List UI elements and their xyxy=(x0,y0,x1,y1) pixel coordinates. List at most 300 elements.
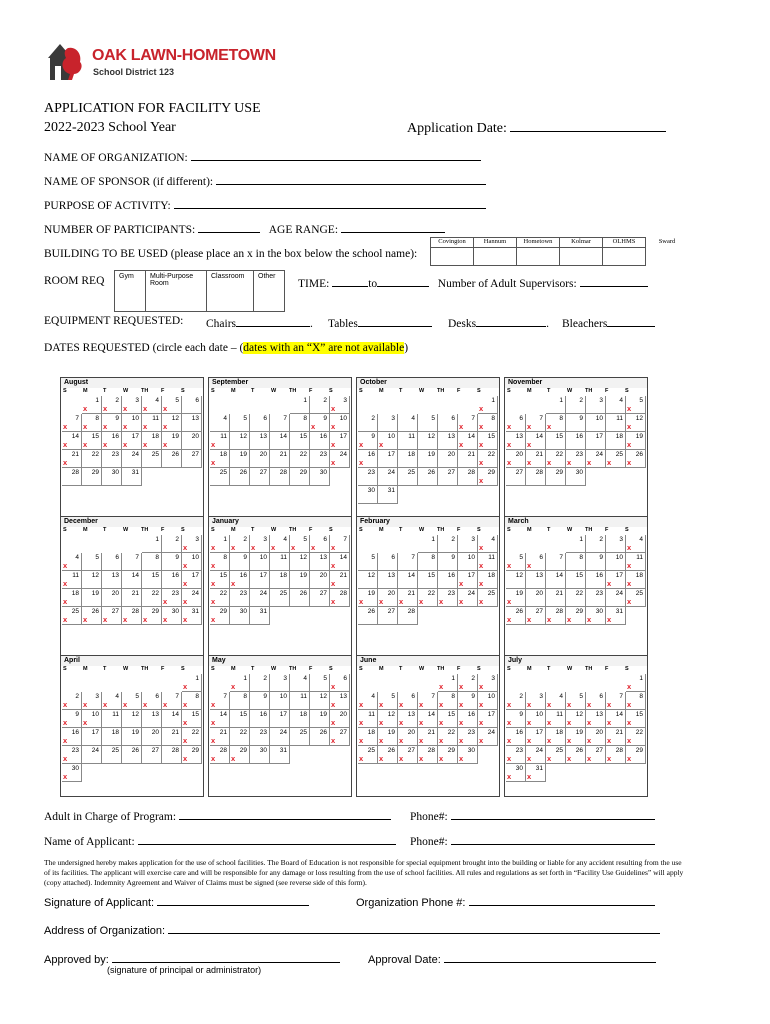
calendar-day[interactable] xyxy=(566,468,586,486)
calendar-day[interactable] xyxy=(438,432,458,450)
calendar-day[interactable] xyxy=(606,607,626,625)
purpose-field[interactable] xyxy=(44,197,486,212)
school-checkbox[interactable] xyxy=(560,248,603,266)
calendar-day[interactable] xyxy=(270,728,290,746)
calendar-day[interactable] xyxy=(586,710,606,728)
calendar-day[interactable] xyxy=(102,414,122,432)
calendar-day[interactable] xyxy=(142,746,162,764)
calendar-day[interactable] xyxy=(358,728,378,746)
calendar-day[interactable] xyxy=(606,414,626,432)
calendar-day[interactable] xyxy=(142,728,162,746)
calendar-day[interactable] xyxy=(526,432,546,450)
calendar-day[interactable] xyxy=(458,674,478,692)
equipment-desks[interactable]: Desks . xyxy=(448,315,549,330)
calendar-day[interactable] xyxy=(378,710,398,728)
calendar-day[interactable] xyxy=(358,746,378,764)
calendar-day[interactable] xyxy=(122,746,142,764)
calendar-day[interactable] xyxy=(122,589,142,607)
calendar-day[interactable] xyxy=(122,396,142,414)
calendar-day[interactable] xyxy=(102,450,122,468)
calendar-day[interactable] xyxy=(606,728,626,746)
calendar-day[interactable] xyxy=(162,710,182,728)
calendar-day[interactable] xyxy=(82,432,102,450)
adult-in-charge-line[interactable] xyxy=(179,808,391,820)
calendar-day[interactable] xyxy=(626,396,646,414)
calendar-day[interactable] xyxy=(182,710,202,728)
equipment-chairs[interactable]: Chairs . xyxy=(206,315,313,330)
calendar-day[interactable] xyxy=(378,432,398,450)
calendar-day[interactable] xyxy=(82,571,102,589)
school-checkbox[interactable] xyxy=(603,248,646,266)
calendar-day[interactable] xyxy=(626,535,646,553)
calendar-day[interactable] xyxy=(82,607,102,625)
calendar-day[interactable] xyxy=(142,571,162,589)
calendar-day[interactable] xyxy=(526,728,546,746)
calendar-day[interactable] xyxy=(358,450,378,468)
calendar-day[interactable] xyxy=(458,728,478,746)
calendar-day[interactable] xyxy=(478,728,498,746)
calendar-day[interactable] xyxy=(586,589,606,607)
calendar-day[interactable] xyxy=(546,728,566,746)
calendar-day[interactable] xyxy=(142,396,162,414)
calendar-day[interactable] xyxy=(102,396,122,414)
calendar-day[interactable] xyxy=(230,607,250,625)
calendar-day[interactable] xyxy=(230,535,250,553)
calendar-day[interactable] xyxy=(358,414,378,432)
calendar-day[interactable] xyxy=(330,710,350,728)
calendar-day[interactable] xyxy=(62,468,82,486)
organization-field[interactable] xyxy=(44,149,481,164)
calendar-day[interactable] xyxy=(526,589,546,607)
approval-date-line[interactable] xyxy=(444,951,656,963)
calendar-day[interactable] xyxy=(142,450,162,468)
calendar-day[interactable] xyxy=(526,414,546,432)
calendar-day[interactable] xyxy=(566,396,586,414)
calendar-day[interactable] xyxy=(378,571,398,589)
calendar-day[interactable] xyxy=(606,589,626,607)
calendar-day[interactable] xyxy=(270,535,290,553)
calendar-day[interactable] xyxy=(506,728,526,746)
calendar-day[interactable] xyxy=(250,589,270,607)
calendar-day[interactable] xyxy=(546,553,566,571)
calendar-day[interactable] xyxy=(210,553,230,571)
calendar-day[interactable] xyxy=(62,764,82,782)
purpose-line[interactable] xyxy=(174,197,486,209)
calendar-day[interactable] xyxy=(182,535,202,553)
chairs-line[interactable] xyxy=(236,315,310,327)
calendar-day[interactable] xyxy=(250,746,270,764)
school-checkbox[interactable] xyxy=(474,248,517,266)
calendar-day[interactable] xyxy=(378,450,398,468)
calendar-day[interactable] xyxy=(606,710,626,728)
calendar-day[interactable] xyxy=(250,710,270,728)
calendar-day[interactable] xyxy=(438,571,458,589)
calendar-day[interactable] xyxy=(458,571,478,589)
calendar-day[interactable] xyxy=(478,692,498,710)
calendar-day[interactable] xyxy=(626,692,646,710)
calendar-day[interactable] xyxy=(546,432,566,450)
application-date-line[interactable] xyxy=(510,120,666,132)
calendar-day[interactable] xyxy=(378,468,398,486)
calendar-day[interactable] xyxy=(418,432,438,450)
calendar-day[interactable] xyxy=(438,414,458,432)
calendar-day[interactable] xyxy=(210,607,230,625)
calendar-day[interactable] xyxy=(250,535,270,553)
calendar-day[interactable] xyxy=(358,692,378,710)
calendar-day[interactable] xyxy=(162,535,182,553)
calendar-day[interactable] xyxy=(230,692,250,710)
calendar-day[interactable] xyxy=(270,674,290,692)
calendar-day[interactable] xyxy=(122,710,142,728)
calendar-day[interactable] xyxy=(82,468,102,486)
org-phone-field[interactable] xyxy=(356,894,655,909)
calendar-day[interactable] xyxy=(62,607,82,625)
calendar-day[interactable] xyxy=(230,571,250,589)
calendar-day[interactable] xyxy=(102,607,122,625)
calendar-day[interactable] xyxy=(162,692,182,710)
calendar-day[interactable] xyxy=(526,746,546,764)
calendar-day[interactable] xyxy=(358,553,378,571)
calendar-day[interactable] xyxy=(182,674,202,692)
calendar-day[interactable] xyxy=(290,710,310,728)
tables-line[interactable] xyxy=(358,315,432,327)
calendar-day[interactable] xyxy=(182,432,202,450)
calendar-day[interactable] xyxy=(506,450,526,468)
calendar-day[interactable] xyxy=(250,468,270,486)
calendar-day[interactable] xyxy=(478,535,498,553)
calendar-day[interactable] xyxy=(418,746,438,764)
applicant-name-line[interactable] xyxy=(138,833,396,845)
adult-in-charge-field[interactable] xyxy=(44,808,391,823)
calendar-day[interactable] xyxy=(310,728,330,746)
calendar-day[interactable] xyxy=(82,710,102,728)
calendar-day[interactable] xyxy=(458,432,478,450)
calendar-day[interactable] xyxy=(250,432,270,450)
calendar-day[interactable] xyxy=(566,450,586,468)
calendar-day[interactable] xyxy=(566,535,586,553)
calendar-day[interactable] xyxy=(62,710,82,728)
calendar-day[interactable] xyxy=(566,414,586,432)
calendar-day[interactable] xyxy=(330,728,350,746)
calendar-day[interactable] xyxy=(526,468,546,486)
calendar-day[interactable] xyxy=(566,553,586,571)
calendar-day[interactable] xyxy=(566,607,586,625)
calendar-day[interactable] xyxy=(122,414,142,432)
calendar-day[interactable] xyxy=(210,746,230,764)
time-start-line[interactable] xyxy=(332,275,368,287)
calendar-day[interactable] xyxy=(586,450,606,468)
calendar-day[interactable] xyxy=(398,450,418,468)
calendar-day[interactable] xyxy=(82,589,102,607)
calendar-day[interactable] xyxy=(438,710,458,728)
calendar-day[interactable] xyxy=(290,432,310,450)
calendar-day[interactable] xyxy=(270,589,290,607)
calendar-day[interactable] xyxy=(378,746,398,764)
calendar-day[interactable] xyxy=(330,692,350,710)
calendar-day[interactable] xyxy=(566,710,586,728)
calendar-day[interactable] xyxy=(626,553,646,571)
calendar-day[interactable] xyxy=(310,396,330,414)
calendar-day[interactable] xyxy=(210,432,230,450)
phone2-line[interactable] xyxy=(451,833,655,845)
calendar-day[interactable] xyxy=(122,571,142,589)
calendar-day[interactable] xyxy=(546,589,566,607)
calendar-day[interactable] xyxy=(526,450,546,468)
calendar-day[interactable] xyxy=(82,728,102,746)
calendar-day[interactable] xyxy=(290,571,310,589)
calendar-day[interactable] xyxy=(162,571,182,589)
calendar-day[interactable] xyxy=(418,692,438,710)
phone-field[interactable] xyxy=(410,808,655,823)
calendar-day[interactable] xyxy=(606,692,626,710)
calendar-day[interactable] xyxy=(378,486,398,504)
org-phone-line[interactable] xyxy=(469,894,655,906)
calendar-day[interactable] xyxy=(102,746,122,764)
bleachers-line[interactable] xyxy=(607,315,655,327)
calendar-day[interactable] xyxy=(378,728,398,746)
calendar-day[interactable] xyxy=(378,414,398,432)
calendar-day[interactable] xyxy=(546,468,566,486)
calendar-day[interactable] xyxy=(210,692,230,710)
calendar-day[interactable] xyxy=(310,468,330,486)
calendar-day[interactable] xyxy=(398,589,418,607)
calendar-day[interactable] xyxy=(546,710,566,728)
calendar-day[interactable] xyxy=(210,571,230,589)
calendar-day[interactable] xyxy=(478,710,498,728)
calendar-day[interactable] xyxy=(162,396,182,414)
calendar-day[interactable] xyxy=(626,432,646,450)
room-option-other[interactable]: Other xyxy=(254,271,285,312)
calendar-day[interactable] xyxy=(438,468,458,486)
calendar-day[interactable] xyxy=(546,607,566,625)
calendar-day[interactable] xyxy=(586,414,606,432)
participants-line[interactable] xyxy=(198,221,260,233)
calendar-day[interactable] xyxy=(546,414,566,432)
calendar-day[interactable] xyxy=(566,692,586,710)
calendar-day[interactable] xyxy=(290,692,310,710)
calendar-day[interactable] xyxy=(122,553,142,571)
calendar-day[interactable] xyxy=(230,728,250,746)
calendar-day[interactable] xyxy=(250,450,270,468)
desks-line[interactable] xyxy=(476,315,546,327)
calendar-day[interactable] xyxy=(330,535,350,553)
calendar-day[interactable] xyxy=(626,728,646,746)
calendar-day[interactable] xyxy=(290,589,310,607)
calendar-day[interactable] xyxy=(418,468,438,486)
calendar-day[interactable] xyxy=(418,710,438,728)
room-option-classroom[interactable]: Classroom xyxy=(207,271,254,312)
calendar-day[interactable] xyxy=(506,764,526,782)
calendar-day[interactable] xyxy=(210,728,230,746)
calendar-day[interactable] xyxy=(230,553,250,571)
calendar-day[interactable] xyxy=(506,710,526,728)
calendar-day[interactable] xyxy=(290,414,310,432)
calendar-day[interactable] xyxy=(458,710,478,728)
calendar-day[interactable] xyxy=(478,589,498,607)
calendar-day[interactable] xyxy=(586,692,606,710)
calendar-day[interactable] xyxy=(230,450,250,468)
calendar-day[interactable] xyxy=(438,589,458,607)
calendar-day[interactable] xyxy=(478,432,498,450)
calendar-day[interactable] xyxy=(182,571,202,589)
calendar-day[interactable] xyxy=(270,414,290,432)
calendar-day[interactable] xyxy=(82,746,102,764)
calendar-day[interactable] xyxy=(182,746,202,764)
phone2-field[interactable] xyxy=(410,833,655,848)
calendar-day[interactable] xyxy=(122,450,142,468)
time-field[interactable] xyxy=(298,275,648,290)
calendar-day[interactable] xyxy=(290,674,310,692)
calendar-day[interactable] xyxy=(230,746,250,764)
calendar-day[interactable] xyxy=(62,589,82,607)
calendar-day[interactable] xyxy=(506,553,526,571)
calendar-day[interactable] xyxy=(102,432,122,450)
calendar-day[interactable] xyxy=(62,553,82,571)
calendar-day[interactable] xyxy=(478,450,498,468)
calendar-day[interactable] xyxy=(82,692,102,710)
calendar-day[interactable] xyxy=(330,674,350,692)
calendar-day[interactable] xyxy=(62,432,82,450)
calendar-day[interactable] xyxy=(586,432,606,450)
calendar-day[interactable] xyxy=(478,468,498,486)
calendar-day[interactable] xyxy=(566,746,586,764)
calendar-day[interactable] xyxy=(162,728,182,746)
calendar-day[interactable] xyxy=(378,589,398,607)
approved-by-field[interactable] xyxy=(44,951,340,966)
calendar-day[interactable] xyxy=(182,728,202,746)
calendar-day[interactable] xyxy=(62,450,82,468)
calendar-day[interactable] xyxy=(330,589,350,607)
calendar-day[interactable] xyxy=(378,692,398,710)
calendar-day[interactable] xyxy=(230,589,250,607)
calendar-day[interactable] xyxy=(626,674,646,692)
application-date-field[interactable] xyxy=(407,120,666,137)
calendar-day[interactable] xyxy=(418,571,438,589)
calendar-day[interactable] xyxy=(378,553,398,571)
calendar-day[interactable] xyxy=(606,746,626,764)
calendar-day[interactable] xyxy=(626,589,646,607)
calendar-day[interactable] xyxy=(62,728,82,746)
calendar-day[interactable] xyxy=(310,432,330,450)
calendar-day[interactable] xyxy=(586,607,606,625)
calendar-day[interactable] xyxy=(142,535,162,553)
calendar-day[interactable] xyxy=(210,710,230,728)
calendar-day[interactable] xyxy=(626,710,646,728)
calendar-day[interactable] xyxy=(102,692,122,710)
calendar-day[interactable] xyxy=(418,450,438,468)
equipment-bleachers[interactable] xyxy=(562,315,655,330)
calendar-day[interactable] xyxy=(182,450,202,468)
calendar-day[interactable] xyxy=(586,553,606,571)
calendar-day[interactable] xyxy=(102,571,122,589)
calendar-day[interactable] xyxy=(330,571,350,589)
phone-line[interactable] xyxy=(451,808,655,820)
calendar-day[interactable] xyxy=(418,728,438,746)
calendar-day[interactable] xyxy=(122,432,142,450)
calendar-day[interactable] xyxy=(458,692,478,710)
calendar-day[interactable] xyxy=(606,432,626,450)
calendar-day[interactable] xyxy=(438,728,458,746)
equipment-tables[interactable] xyxy=(328,315,432,330)
calendar-day[interactable] xyxy=(606,535,626,553)
school-checkbox[interactable] xyxy=(517,248,560,266)
calendar-day[interactable] xyxy=(526,710,546,728)
calendar-day[interactable] xyxy=(210,414,230,432)
applicant-name-field[interactable] xyxy=(44,833,396,848)
calendar-day[interactable] xyxy=(230,710,250,728)
age-range-line[interactable] xyxy=(341,221,445,233)
calendar-day[interactable] xyxy=(230,468,250,486)
calendar-day[interactable] xyxy=(398,746,418,764)
calendar-day[interactable] xyxy=(142,607,162,625)
calendar-day[interactable] xyxy=(438,674,458,692)
calendar-day[interactable] xyxy=(330,414,350,432)
time-end-line[interactable] xyxy=(377,275,429,287)
calendar-day[interactable] xyxy=(438,450,458,468)
calendar-day[interactable] xyxy=(398,728,418,746)
calendar-day[interactable] xyxy=(526,607,546,625)
calendar-day[interactable] xyxy=(586,728,606,746)
calendar-day[interactable] xyxy=(250,553,270,571)
calendar-day[interactable] xyxy=(182,607,202,625)
calendar-day[interactable] xyxy=(162,589,182,607)
participants-field[interactable] xyxy=(44,221,445,236)
approval-date-field[interactable] xyxy=(368,951,656,966)
calendar-day[interactable] xyxy=(310,414,330,432)
calendar-day[interactable] xyxy=(526,764,546,782)
calendar-day[interactable] xyxy=(506,607,526,625)
calendar-day[interactable] xyxy=(250,571,270,589)
calendar-day[interactable] xyxy=(526,553,546,571)
calendar-day[interactable] xyxy=(398,692,418,710)
calendar-day[interactable] xyxy=(270,710,290,728)
calendar-day[interactable] xyxy=(250,692,270,710)
calendar-day[interactable] xyxy=(142,710,162,728)
calendar-day[interactable] xyxy=(586,535,606,553)
calendar-day[interactable] xyxy=(438,535,458,553)
sponsor-field[interactable] xyxy=(44,173,486,188)
calendar-day[interactable] xyxy=(398,432,418,450)
calendar-day[interactable] xyxy=(62,746,82,764)
calendar-day[interactable] xyxy=(478,414,498,432)
calendar-day[interactable] xyxy=(290,535,310,553)
calendar-day[interactable] xyxy=(358,571,378,589)
calendar-day[interactable] xyxy=(290,728,310,746)
calendar-day[interactable] xyxy=(102,728,122,746)
calendar-day[interactable] xyxy=(270,692,290,710)
calendar-day[interactable] xyxy=(310,450,330,468)
calendar-day[interactable] xyxy=(82,414,102,432)
calendar-day[interactable] xyxy=(546,746,566,764)
room-option-gym[interactable]: Gym xyxy=(115,271,146,312)
signature-field[interactable] xyxy=(44,894,309,909)
calendar-day[interactable] xyxy=(182,692,202,710)
calendar-day[interactable] xyxy=(270,432,290,450)
calendar-day[interactable] xyxy=(458,535,478,553)
calendar-day[interactable] xyxy=(546,396,566,414)
calendar-day[interactable] xyxy=(566,728,586,746)
school-checkbox[interactable] xyxy=(646,248,689,266)
calendar-day[interactable] xyxy=(478,674,498,692)
school-checkbox[interactable] xyxy=(431,248,474,266)
calendar-day[interactable] xyxy=(310,692,330,710)
calendar-day[interactable] xyxy=(398,710,418,728)
calendar-day[interactable] xyxy=(250,607,270,625)
approved-by-line[interactable] xyxy=(112,951,340,963)
calendar-day[interactable] xyxy=(122,607,142,625)
calendar-day[interactable] xyxy=(506,746,526,764)
calendar-day[interactable] xyxy=(546,692,566,710)
